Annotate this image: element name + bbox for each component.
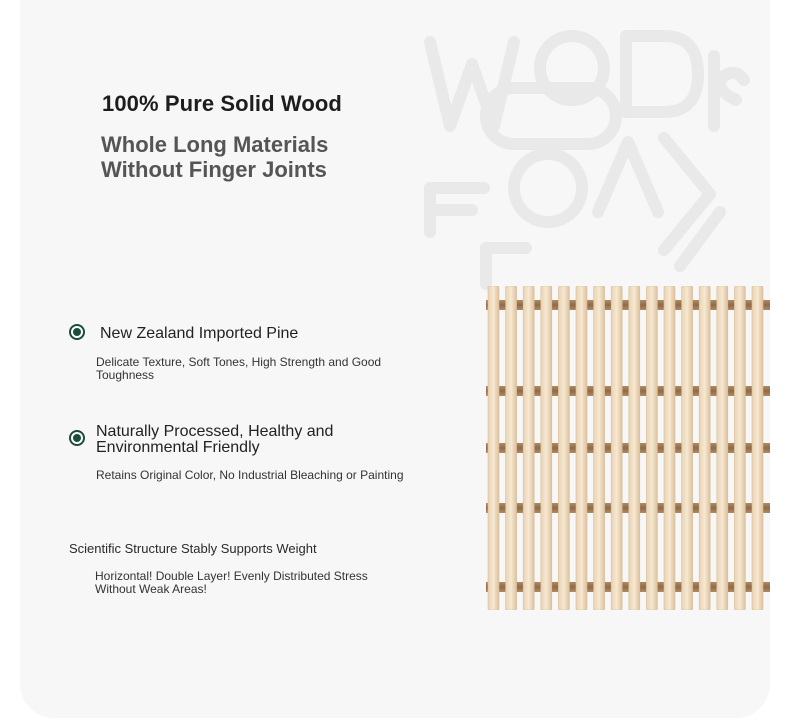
slat-vertical — [629, 286, 640, 610]
wooden-slat-image — [486, 286, 770, 610]
feature-desc-natural: Retains Original Color, No Industrial Bleaching or Painting — [96, 468, 404, 482]
feature-desc-pine: Delicate Texture, Soft Tones, High Strength and Good Toughness — [96, 355, 382, 382]
feature-title-pine: New Zealand Imported Pine — [100, 325, 299, 342]
radio-dot-icon — [69, 430, 85, 446]
page-title: 100% Pure Solid Wood — [102, 91, 342, 116]
slat-vertical — [611, 286, 622, 610]
slat-vertical — [488, 286, 499, 610]
slat-vertical — [717, 286, 728, 610]
slat-vertical — [682, 286, 693, 610]
brand-watermark — [414, 16, 750, 296]
feature-title-structure: Scientific Structure Stably Supports Weight — [69, 541, 317, 556]
slat-vertical — [646, 286, 657, 610]
slat-vertical — [523, 286, 534, 610]
feature-desc-structure: Horizontal! Double Layer! Evenly Distributed Stress Without Weak Areas! — [95, 569, 368, 596]
feature-title-natural: Naturally Processed, Healthy and Environmental Friendly — [96, 423, 334, 456]
radio-dot-icon — [69, 324, 85, 340]
slat-vertical — [541, 286, 552, 610]
slat-vertical — [699, 286, 710, 610]
slat-vertical — [506, 286, 517, 610]
slat-vertical — [734, 286, 745, 610]
slat-vertical — [558, 286, 569, 610]
slat-vertical — [664, 286, 675, 610]
slat-vertical — [576, 286, 587, 610]
slat-vertical — [752, 286, 763, 610]
page-subtitle: Whole Long Materials Without Finger Joints — [101, 132, 329, 182]
slat-vertical — [594, 286, 605, 610]
